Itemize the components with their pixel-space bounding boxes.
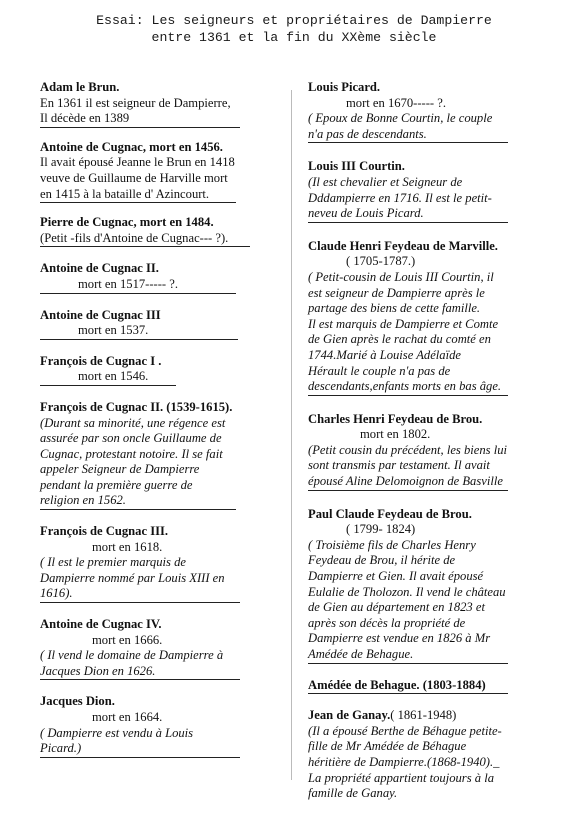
entry-name: Charles Henri Feydeau de Brou.	[308, 411, 483, 426]
entry-text: Hérault le couple n'a pas de	[308, 363, 451, 378]
entry-text: Feydeau de Brou, il hérite de	[308, 553, 456, 568]
entry-name: Paul Claude Feydeau de Brou.	[308, 506, 472, 521]
entry-name: François de Cugnac III.	[40, 524, 169, 539]
entry-charles-henri-feydeau	[308, 412, 510, 491]
entry-text: ( Il vend le domaine de Dampierre à	[40, 648, 224, 663]
entry-text: mort en 1618.	[92, 539, 163, 554]
entry-text: Eulalie de Tholozon. Il vend le château	[308, 584, 506, 599]
entry-text: En 1361 il est seigneur de Dampierre,	[40, 95, 231, 110]
entry-francois-de-cugnac-iii	[40, 524, 270, 603]
entry-text: de Gien au département en 1823 et	[308, 600, 485, 615]
entry-antoine-de-cugnac	[40, 140, 270, 203]
entry-francois-de-cugnac-i	[40, 354, 270, 386]
entry-louis-picard	[308, 80, 510, 143]
entry-text: ( Dampierre est vendu à Louis	[40, 725, 194, 740]
entry-text: mort en 1664.	[92, 710, 163, 724]
entry-name: Louis Picard.	[308, 80, 381, 94]
entry-text: 1616).	[40, 586, 240, 603]
title-line-1: Essai: Les seigneurs et propriétaires de Dampierre	[96, 13, 492, 28]
entry-antoine-de-cugnac-ii	[40, 261, 270, 293]
entry-text: Dampierre nommé par Louis XIII en	[40, 570, 225, 585]
entry-name: Louis III Courtin.	[308, 159, 405, 174]
entry-text: est seigneur de Dampierre après le	[308, 285, 485, 300]
entry-text: La propriété appartient toujours à la	[308, 770, 494, 785]
entry-text: veuve de Guillaume de Harville mort	[40, 170, 228, 185]
entry-name: Pierre de Cugnac, mort en 1484.	[40, 215, 214, 230]
entry-name: Jacques Dion.	[40, 694, 115, 709]
entry-text: (Il est chevalier et Seigneur de	[308, 174, 463, 189]
entry-text: assurée par son oncle Guillaume de	[40, 431, 222, 446]
entry-text: en 1415 à la bataille d' Azincourt.	[40, 187, 236, 204]
entry-text: mort en 1666.	[92, 632, 163, 647]
entry-text: ( 1705-1787.)	[346, 254, 416, 269]
entry-text: Il avait épousé Jeanne le Brun en 1418	[40, 155, 235, 170]
entry-text: appeler Seigneur de Dampierre	[40, 462, 200, 477]
entry-text: (Petit cousin du précédent, les biens lui	[308, 442, 508, 457]
entry-text: après son décès la propriété de	[308, 615, 466, 630]
entry-amedee-de-behague	[308, 678, 510, 695]
entry-name: Antoine de Cugnac IV.	[40, 617, 162, 632]
entry-francois-de-cugnac-ii	[40, 400, 270, 510]
entry-text: Dampierre est vendue en 1826 à Mr	[308, 631, 491, 646]
entry-text: sont transmis par testament. Il avait	[308, 458, 490, 473]
entry-text: héritière de Dampierre.(1868-1940)._	[308, 754, 500, 769]
entry-adam-le-brun	[40, 80, 270, 128]
entry-antoine-de-cugnac-iii	[40, 308, 270, 340]
entry-paul-claude-feydeau	[308, 507, 510, 664]
entry-text: Picard.)	[40, 741, 240, 758]
entry-text: pendant la première guerre de	[40, 477, 193, 492]
title-line-2: entre 1361 et la fin du XXème siècle	[151, 30, 437, 45]
entry-text: épousé Aline Delomoignon de Basville	[308, 474, 508, 491]
entry-claude-henri-feydeau	[308, 239, 510, 396]
entry-name: François de Cugnac I .	[40, 353, 162, 368]
entry-text: religion en 1562.	[40, 493, 236, 510]
entry-text: mort en 1802.	[360, 427, 431, 442]
entry-text: Dampierre et Gien. Il avait épousé	[308, 569, 484, 584]
entry-name: Claude Henri Feydeau de Marville.	[308, 238, 498, 253]
entry-name: François de Cugnac II. (1539-1615).	[40, 399, 233, 414]
entry-text: mort en 1546.	[40, 369, 176, 386]
entry-text: ( Troisième fils de Charles Henry	[308, 537, 476, 552]
entry-text: descendants,enfants morts en bas âge.	[308, 379, 508, 396]
entry-antoine-de-cugnac-iv	[40, 617, 270, 680]
entry-text: n'a pas de descendants.	[308, 127, 508, 144]
left-column	[40, 80, 270, 758]
entry-text: mort en 1670----- ?.	[346, 95, 447, 110]
page-title	[0, 12, 588, 46]
entry-text: (Petit -fils d'Antoine de Cugnac--- ?).	[40, 231, 250, 248]
entry-text: Amédée de Behague.	[308, 647, 508, 664]
entry-text: 1744.Marié à Louise Adélaïde	[308, 347, 461, 362]
entry-text: ( Il est le premier marquis de	[40, 555, 186, 570]
entry-text: ( Epoux de Bonne Courtin, le couple	[308, 111, 493, 126]
entry-text: mort en 1537.	[40, 323, 238, 340]
entry-louis-iii-courtin	[308, 159, 510, 222]
entry-text: ( Petit-cousin de Louis III Courtin, il	[308, 269, 494, 284]
entry-name: Antoine de Cugnac II.	[40, 261, 159, 276]
entry-text: de Gien après le rachat du comté en	[308, 332, 491, 347]
right-column	[308, 80, 510, 802]
entry-text: Dddampierre en 1716. Il est le petit-	[308, 190, 492, 205]
entry-pierre-de-cugnac	[40, 215, 270, 247]
column-divider	[291, 90, 292, 780]
entry-text: ( 1799- 1824)	[346, 522, 416, 537]
entry-text: neveu de Louis Picard.	[308, 206, 508, 223]
entry-text: famille de Ganay.	[308, 786, 398, 801]
entry-text: mort en 1517----- ?.	[40, 277, 236, 294]
entry-name: Adam le Brun.	[40, 80, 120, 94]
entry-heading: Jean de Ganay.( 1861-1948)	[308, 708, 457, 723]
entry-text: Il décède en 1389	[40, 111, 240, 128]
entry-name: Amédée de Behague. (1803-1884)	[308, 678, 508, 695]
entry-text: (Durant sa minorité, une régence est	[40, 415, 226, 430]
entry-jacques-dion	[40, 694, 270, 757]
entry-text: Jacques Dion en 1626.	[40, 664, 240, 681]
entry-name: Antoine de Cugnac III	[40, 307, 161, 322]
entry-text: partage des biens de cette famille.	[308, 301, 481, 316]
entry-text: Il est marquis de Dampierre et Comte	[308, 316, 499, 331]
entry-text: fille de Mr Amédée de Béhague	[308, 739, 467, 754]
entry-text: Cugnac, protestant notoire. Il se fait	[40, 446, 223, 461]
entry-jean-de-ganay	[308, 708, 510, 802]
entry-name: Antoine de Cugnac, mort en 1456.	[40, 139, 223, 154]
entry-text: (Il a épousé Berthe de Béhague petite-	[308, 723, 502, 738]
